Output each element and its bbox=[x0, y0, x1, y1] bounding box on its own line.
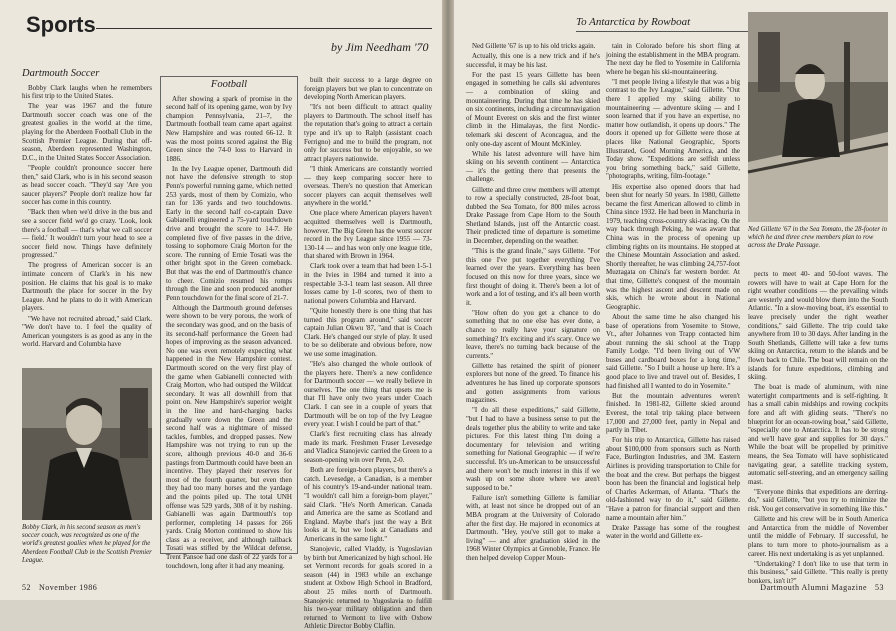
paragraph: While his latest adventure will have him skiing on his seventh continent — Antarctica — it's the getting there that presents the challenge. bbox=[466, 149, 600, 184]
paragraph: But the mountain adventures weren't finished. In 1981-82, Gillette skied around Everest, the total trip taking place between 17,000 and 27,000 feet, partly in Nepal and partly in Tibet. bbox=[606, 391, 740, 435]
paragraph: "I think Americans are constantly worried — they keep comparing soccer here to overseas. There's no question that American soccer players can acquit themselves well anywhere in the world." bbox=[304, 164, 432, 208]
paragraph: pects to meet 40- and 50-foot waves. The rowers will have to wait at Cape Horn for the right weather conditions — the prevailing winds are westerly and would blow them into the South Atlantic. "In a slow-moving boat, it's essential to leave precisely under the right weather conditions," said Gillette. The trip could take anywhere from 10 to 30 days. After landing in the South Shetlands, Gillette will take a few turns skiing on Antarctica, return to the islands and be flown back to Chile. The boat will remain on the islands for future expeditions, climbing and skiing. bbox=[748, 270, 888, 382]
paragraph: Clark took over a team that had been 1-5-1 in the Ivies in 1984 and turned it into a respectable 3-3-1 team last season. All three losses came by 1-0 scores, two of them to national powers Columbia and Harvard. bbox=[304, 262, 432, 305]
paragraph: The progress of American soccer is an intimate concern of Clark's in his new position. He claims that his goal is to make Dartmouth the place for soccer in the Ivy League. And he plans to do it with American players. bbox=[22, 261, 152, 313]
paragraph: Stanojevic, called Vladdy, is Yugoslavian by birth but Americanized by high school. He set Vermont records for goals scored in a season (44) in 1983 while an exchange student at Oxbow High School in Bradford, about 25 miles north of Dartmouth. Stanojevic returned to Yugoslavia to fulfill his two-year military obligation and then returned to Vermont to live with Oxbow Athletic Director Bobby Claflin. bbox=[304, 544, 432, 631]
soccer-column-3 bbox=[304, 76, 432, 631]
paragraph: The boat is made of aluminum, with nine watertight compartments and is self-righting. It has a small cabin midships and rowing cockpits fore and aft with gliding seats. "There's no blueprint for an ocean-rowing boat," said Gillette, "especially one to Antarctica. It has to be strong and we'll have gear and supplies for 30 days." While the boat will be propelled by primitive means, the Sea Tomato will have sophisticated navigating gear, a satellite tracking system, automatic self-steering, and an emergency sailing mast. bbox=[748, 383, 888, 486]
paragraph: His expertise also opened doors that had been shut for nearly 50 years. In 1980, Gillette became the first American allowed to climb in China since 1932. He had been in Manchuria in 1979, teaching cross-country ski-racing. On the way back through Peking, he was aware that China was in the process of opening up climbing rights on its mountains. He stopped at the Chinese Mountain Association and asked. Shortly thereafter, he was climbing 24,757-foot Muztagata on China's far western border. At that time, Gillette's conquest of the mountain was the highest ascent and descent made on skis, which he wrote about in National Geographic. bbox=[606, 182, 740, 311]
paragraph: "How often do you get a chance to do something that no one else has ever done, a chance to really have your signature on something? It's exciting and it's scary. Once we leave, there's no turning back because of the currents." bbox=[466, 308, 600, 360]
antarctica-heading: To Antarctica by Rowboat bbox=[576, 16, 796, 32]
page-number: 52 bbox=[22, 583, 31, 592]
paragraph: For the past 15 years Gillette has been engaged in something he calls ski adventures — a combination of skiing and mountaineering. During that time he has skied on six continents, including a circumnavigation of Mount Everest on skis and the first winter climb in the Himalayas, the first Nordic-telemark ski descent of Aconcagua, and the only one-day ascent of Mount McKinley. bbox=[466, 70, 600, 148]
football-heading: Football bbox=[210, 79, 248, 90]
rowboat-photo-art bbox=[748, 12, 888, 222]
paragraph: Both are foreign-born players, but there's a catch. Levesedge, a Canadian, is a member of his country's 19-and-under national team. "I wouldn't call him a foreign-born player," said Clark. "He's North American. Canada and America are the same as Scotland and England. Maybe that's just the way a Brit looks at it, but we look at Canadians and Americans in the same light." bbox=[304, 466, 432, 543]
paragraph: Bobby Clark laughs when he remembers his first trip to the United States. bbox=[22, 83, 152, 101]
paragraph: Gillette and three crew members will attempt to row a specially constructed, 28-foot boat, dubbed the Sea Tomato, for 800 miles across Drake Passage from Cape Horn to the South Shetland Islands, just off the Antarctic coast. Their predicted time of departure is sometime in December, depending on the weather. bbox=[466, 185, 600, 246]
soccer-heading: Dartmouth Soccer bbox=[22, 68, 100, 79]
antarctica-column-2 bbox=[606, 42, 740, 554]
soccer-col1-text bbox=[22, 84, 152, 349]
paragraph: For his trip to Antarctica, Gillette has raised about $100,000 from sponsors such as North Face, Burlington Industries, and 3M. Eastern Airlines is providing transportation to Chile for the boat and the crew. But perhaps the biggest boon has been the financial and logistical help of Charles Ackerman, of Atlanta. "That's the old-fashioned way to do it," said Gillette. "Have a patron for financial support and then name a mountain after him." bbox=[606, 436, 740, 522]
paragraph: After showing a spark of promise in the second half of its opening game, won by Ivy champion Pennsylvania, 21–7, the Dartmouth football team came apart against New Hampshire and was routed 66-12. It was the most points scored against the Big Green since the 74-0 loss to Harvard in 1886. bbox=[166, 94, 292, 163]
paragraph: tain in Colorado before his short fling at joining the establishment in the MBA program. The next day he fled to Yosemite in California where he began his ski-mountaineering. bbox=[606, 42, 740, 76]
page-number: 53 bbox=[875, 583, 884, 592]
issue-date: November 1986 bbox=[39, 583, 98, 592]
coach-photo-caption: Bobby Clark, in his second season as men's soccer coach, was recognized as one of the world's greatest goalies when he played for the Aberdeen Football Club in the Scottish Premier League. bbox=[22, 524, 152, 564]
magazine-name: Dartmouth Alumni Magazine bbox=[760, 583, 867, 592]
left-folio bbox=[22, 583, 97, 592]
section-title: Sports bbox=[26, 12, 96, 37]
paragraph: Failure isn't something Gillette is familiar with, at least not since he dropped out of an MBA program at the University of Colorado after the first day. He majored in economics at Dartmouth. "Hey, you've still got to make a living" — and after graduation skied in the 1968 Winter Olympics at Grenoble, France. He then helped develop Copper Moun- bbox=[466, 493, 600, 562]
paragraph: Although the Dartmouth ground defenses were shown to be very porous, the work of the secondary was good, and on the basis of its second-half performance the Green had hopes of improving as the season advanced. No one was even remotely expecting what happened in the New Hampshire contest. Dartmouth scored on the very first play of the game when Gabianelli connected with Craig Morton, who had outsped the Wildcat secondary. It was all downhill from that point on. New Hampshire's superior weight in the line and hard-charging backs gradually wore down the Green and the second half was a nightmare of missed tackles, fumbles, and dropped passes. New Hampshire was not trying to run up the score, although previous 40-0 and 36-6 pastings from Dartmouth could have been an incentive. They played their reserves for most of the fourth quarter, but even then they had too many horses and the yardage and the points piled up. The total UNH offense was 529 yards, 308 of it by rushing. Gabianelli was again Dartmouth's top performer, completing 14 passes for 266 yards. Craig Morton continued to show his class as a receiver, and although tailback Tosati was stifled by the Wildcat defense, Trent Pansoe had one dash of 22 yards for a touchdown, long after it had any meaning. bbox=[166, 303, 292, 570]
paragraph: "I do all these expeditions," said Gillette, "but I had to have a business sense to put the deals together plus the ability to write and take pictures. For this latest thing I'm doing a documentary for television and writing something for National Geographic — if we're successful. It's un-American to be unsuccessful and there won't be much interest in this if we wash up on some shore where we aren't supposed to be." bbox=[466, 406, 600, 492]
paragraph: About the same time he also changed his base of operations from Yosemite to Stowe, Vt., after Johannes von Trapp contacted him about running the ski school at the Trapp Family Lodge. "I'd been living out of VW buses and cardboard boxes for a long time," said Gillette. "So I built a house up here. It's a good place to live and travel out of. Besides, I had finished all I wanted to do in Yosemite." bbox=[606, 312, 740, 390]
byline: by Jim Needham '70 bbox=[331, 40, 429, 54]
soccer-column-1 bbox=[22, 70, 152, 360]
rowboat-photo-caption: Ned Gillette '67 in the Sea Tomato, the 28-footer in which he and three crew members plan to row across the Drake Passage. bbox=[748, 226, 888, 250]
paragraph: "I met people living a lifestyle that was a big contrast to the Ivy League," said Gillette. "Out there I applied my skiing ability to mountaineering — adventure skiing — and I soon learned that if you have an expertise, no matter how outlandish, it opens up doors." The doors it opened up for Gillette were those at places like National Geographic, Sports Illustrated, Good Morning America, and the Today show. "Expeditions are selfish unless you bring something back," said Gillette, "photographs, writing, film-footage." bbox=[606, 77, 740, 181]
paragraph: Drake Passage has some of the roughest water in the world and Gillette ex- bbox=[606, 523, 740, 541]
paragraph: "Back then when we'd drive in the bus and see a soccer field we'd go crazy. 'Look, look there's a football — that's what we call soccer — field.' It wouldn't turn your head to see a soccer field now. Things have definitely progressed." bbox=[22, 208, 152, 260]
paragraph: Clark's first recruiting class has already made its mark. Freshmen Fraser Levesedge and Vladica Stanojevic carried the Green to a season-opening win over Penn, 2-0. bbox=[304, 430, 432, 465]
paragraph: built their success to a large degree on foreign players but we plan to concentrate on developing North American players. bbox=[304, 76, 432, 102]
paragraph: "We have not recruited abroad," said Clark. "We don't have to. I feel the quality of American youngsters is as good as any in the world. Harvard and Columbia have bbox=[22, 314, 152, 349]
right-page bbox=[454, 0, 896, 600]
paragraph: "People couldn't pronounce soccer here then," said Clark, who is in his second season as head soccer coach. "They'd say 'Are you saucer players?' People don't realize how far soccer has come in this country. bbox=[22, 163, 152, 207]
paragraph: The year was 1967 and the future Dartmouth soccer coach was one of the greatest goalies in the world at the time, playing for the Aberdeen Football Club in the Scottish Premier League. During that off-season, Aberdeen represented Washington, D.C., in the United States Soccer Association. bbox=[22, 102, 152, 162]
right-folio bbox=[760, 583, 884, 592]
antarctica-column-1 bbox=[466, 42, 600, 562]
title-rule bbox=[96, 28, 432, 29]
paragraph: In the Ivy League opener, Dartmouth did not have the defensive strength to stop Penn's powerful running game, which netted 253 yards, most of them by Comizio, who ran for 136 yards and two touchdowns. Early in the second half co-captain Dave Gabianelli engineered a 75-yard touchdown drive and brought the score to 14-7. He completed five of five passes in the drive, tossing to sophomore Craig Morton for the score. The running of Ernie Tosati was the other bright spot in the Green comeback. But that was the end of Dartmouth's chance to cheer. Comizio resumed his romps through the line and soon produced another Penn touchdown for the final score of 21-7. bbox=[166, 164, 292, 302]
antarctica-column-3 bbox=[748, 270, 888, 585]
paragraph: One place where American players haven't acquitted themselves well is Dartmouth, however. The Big Green has the worst soccer record in the Ivy League since 1955 — 73-130-14 — and has won only one league title, that shared with Brown in 1964. bbox=[304, 209, 432, 261]
paragraph: Ned Gillette '67 is up to his old tricks again. bbox=[472, 42, 596, 50]
paragraph: Gillette and his crew will be in South America and Antarctica from the middle of November until the middle of February. If successful, he plans to turn more to photo-journalism as a career. His next undertaking is as yet unplanned. bbox=[748, 515, 888, 558]
paragraph: Gillette has retained the spirit of pioneer explorers but none of the greed. To finance his adventures he has lined up corporate sponsors and gotten assignments from various magazines. bbox=[466, 361, 600, 405]
gutter bbox=[442, 0, 454, 600]
left-page bbox=[0, 0, 442, 631]
paragraph: "Everyone thinks that expeditions are derring-do," said Gillette, "but you try to minimize the risk. You get conservative in something like this." bbox=[748, 487, 888, 514]
coach-photo-art bbox=[22, 368, 152, 520]
rowboat-photo bbox=[748, 12, 888, 222]
paragraph: Actually, this one is a new trick and if he's successful, it may be his last. bbox=[466, 52, 600, 69]
paragraph: "He's also changed the whole outlook of the players here. There's a new confidence for Dartmouth soccer — we really believe in ourselves. The one thing that upsets me is that I'll have only two years under Coach Clark. I can see in a couple of years that Dartmouth will be on top of the Ivy League every year. I wish I could be part of that." bbox=[304, 360, 432, 429]
paragraph: "This is the grand finale," says Gillette. "For this one I've put together everything I've learned over the years. Everything has been focused on this now for three years, since we first thought of doing it. There's been a lot of work and a lot of testing, and it's all been worth it. bbox=[466, 247, 600, 307]
paragraph: "Undertaking? I don't like to use that term in this business," said Gillette. "This really is pretty bonkers, isn't it?" bbox=[748, 559, 888, 585]
paragraph: "It's not been difficult to attract quality players to Dartmouth. The school itself has the reputation that's going to attract a certain type and it's up to Ralph (assistant coach Ferrigno) and me to build the program, not only for success but to be enjoyable, so we attract players nationwide. bbox=[304, 103, 432, 163]
paragraph: "Quite honestly there is one thing that has turned this program around," said soccer captain Julian Okwu '87, "and that is Coach Clark. He's changed our style of play. It used to be so deliberate and obvious before, now we use some imagination. bbox=[304, 306, 432, 358]
football-sidebar bbox=[160, 76, 298, 570]
coach-photo bbox=[22, 368, 152, 520]
